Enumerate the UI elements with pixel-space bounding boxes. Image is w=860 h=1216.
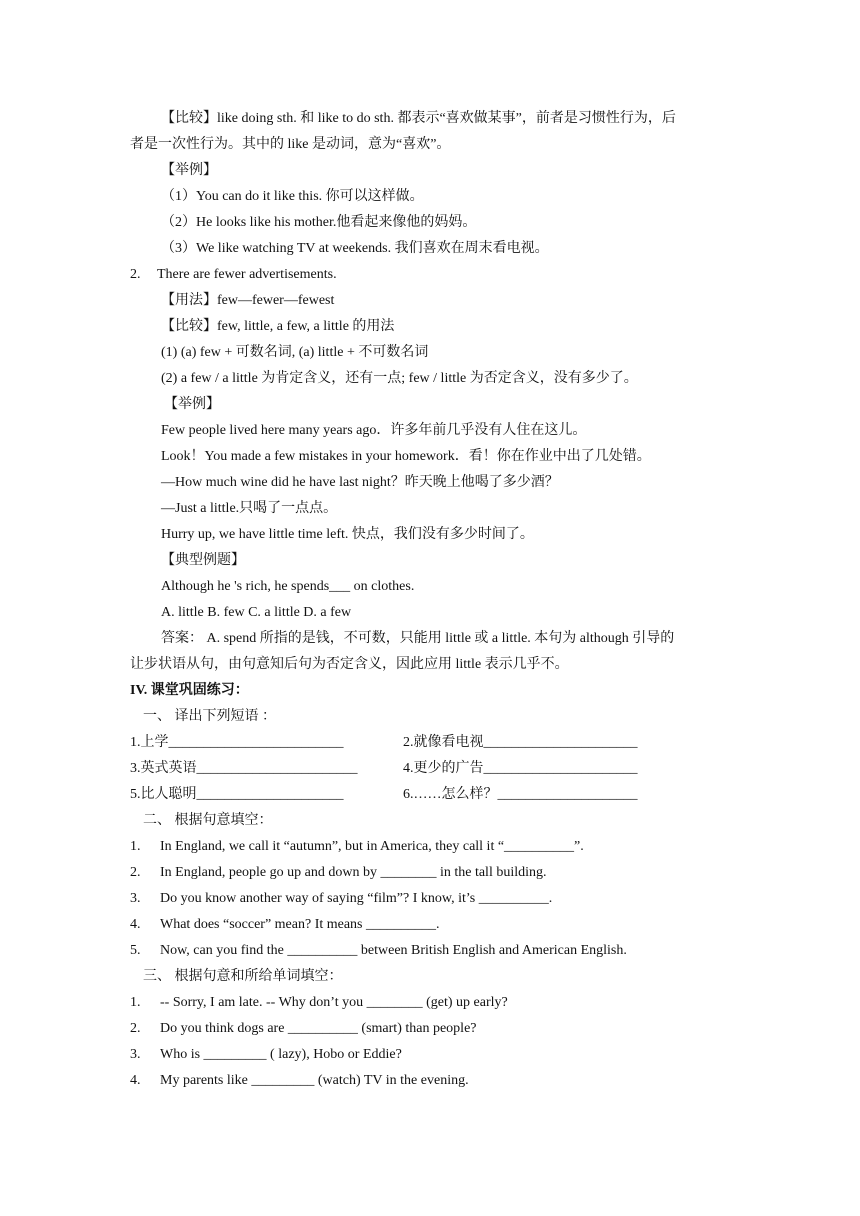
question-text: In England, we call it “autumn”, but in America, they call it “__________”. <box>160 839 584 854</box>
question-row <box>130 916 440 934</box>
example-sentence: （2）He looks like his mother.他看起来像他的妈妈。 <box>161 215 477 230</box>
translation-item: 1.上学_________________________ <box>130 735 344 750</box>
question-row <box>130 1020 477 1038</box>
question-row <box>130 838 584 856</box>
usage-text: 【用法】few—fewer—fewest <box>161 293 335 308</box>
question-text: Although he 's rich, he spends___ on clothes. <box>161 579 415 594</box>
question-number: 4. <box>130 917 141 932</box>
question-number: 3. <box>130 1047 141 1062</box>
compare-text: 【比较】like doing sth. 和 like to do sth. 都表示“喜欢做某事”，前者是习惯性行为，后 <box>161 111 676 126</box>
question-text: In England, people go up and down by ________ in the tall building. <box>160 865 547 880</box>
question-row <box>130 942 627 960</box>
translation-item: 3.英式英语_______________________ <box>130 761 358 776</box>
part-title: 二、 根据句意填空： <box>143 813 273 828</box>
question-number: 3. <box>130 891 141 906</box>
point-number: 2. <box>130 267 141 282</box>
part-title: 一、 译出下列短语 ： <box>143 709 276 724</box>
answer-explanation: 答案： A. spend 所指的是钱，不可数，只能用 little 或 a little. 本句为 although 引导的 <box>161 631 675 646</box>
section-heading: IV. 课堂巩固练习： <box>130 683 249 698</box>
question-row <box>130 1046 402 1064</box>
rule-text: (1) (a) few + 可数名词, (a) little + 不可数名词 <box>161 345 429 360</box>
question-number: 5. <box>130 943 141 958</box>
example-sentence: —Just a little.只喝了一点点。 <box>161 501 338 516</box>
question-text: Do you know another way of saying “film”? I know, it’s __________. <box>160 891 553 906</box>
question-text: Now, can you find the __________ between British English and American English. <box>160 943 627 958</box>
question-number: 2. <box>130 1021 141 1036</box>
example-sentence: —How much wine did he have last night？昨天晚上他喝了多少酒？ <box>161 475 559 490</box>
rule-text: (2) a few / a little 为肯定含义，还有一点; few / little 为否定含义，没有多少了。 <box>161 371 638 386</box>
question-row <box>130 890 552 908</box>
question-text: Do you think dogs are __________ (smart) than people? <box>160 1021 477 1036</box>
part-title: 三、 根据句意和所给单词填空： <box>143 969 343 984</box>
translation-item: 2.就像看电视______________________ <box>403 735 638 750</box>
example-sentence: Few people lived here many years ago．许多年前几乎没有人住在这儿。 <box>161 423 587 438</box>
question-row <box>130 1072 469 1090</box>
question-text: Who is _________ ( lazy), Hobo or Eddie? <box>160 1047 402 1062</box>
translation-item: 5.比人聪明_____________________ <box>130 787 344 802</box>
translation-item: 4.更少的广告______________________ <box>403 761 638 776</box>
question-text: -- Sorry, I am late. -- Why don’t you ________ (get) up early? <box>160 995 508 1010</box>
example-sentence: （3）We like watching TV at weekends. 我们喜欢在周末看电视。 <box>161 241 549 256</box>
question-number: 4. <box>130 1073 141 1088</box>
typical-heading: 【典型例题】 <box>161 553 245 568</box>
example-heading: 【举例】 <box>161 163 217 178</box>
question-row <box>130 994 508 1012</box>
question-number: 1. <box>130 839 141 854</box>
question-row <box>130 864 547 882</box>
answer-options: A. little B. few C. a little D. a few <box>161 605 352 620</box>
question-number: 2. <box>130 865 141 880</box>
question-text: What does “soccer” mean? It means __________. <box>160 917 440 932</box>
example-sentence: Look！You made a few mistakes in your homework．看！你在作业中出了几处错。 <box>161 449 651 464</box>
example-heading: 【举例】 <box>164 397 220 412</box>
example-sentence: Hurry up, we have little time left. 快点，我们没有多少时间了。 <box>161 527 534 542</box>
question-text: My parents like _________ (watch) TV in the evening. <box>160 1073 469 1088</box>
question-number: 1. <box>130 995 141 1010</box>
example-sentence: （1）You can do it like this. 你可以这样做。 <box>161 189 424 204</box>
compare-text: 【比较】few, little, a few, a little 的用法 <box>161 319 395 334</box>
translation-item: 6.……怎么样？____________________ <box>403 787 638 802</box>
answer-explanation-cont: 让步状语从句，由句意知后句为否定含义，因此应用 little 表示几乎不。 <box>130 657 569 672</box>
point-title: There are fewer advertisements. <box>157 267 337 282</box>
compare-text-cont: 者是一次性行为。其中的 like 是动词，意为“喜欢”。 <box>130 137 451 152</box>
